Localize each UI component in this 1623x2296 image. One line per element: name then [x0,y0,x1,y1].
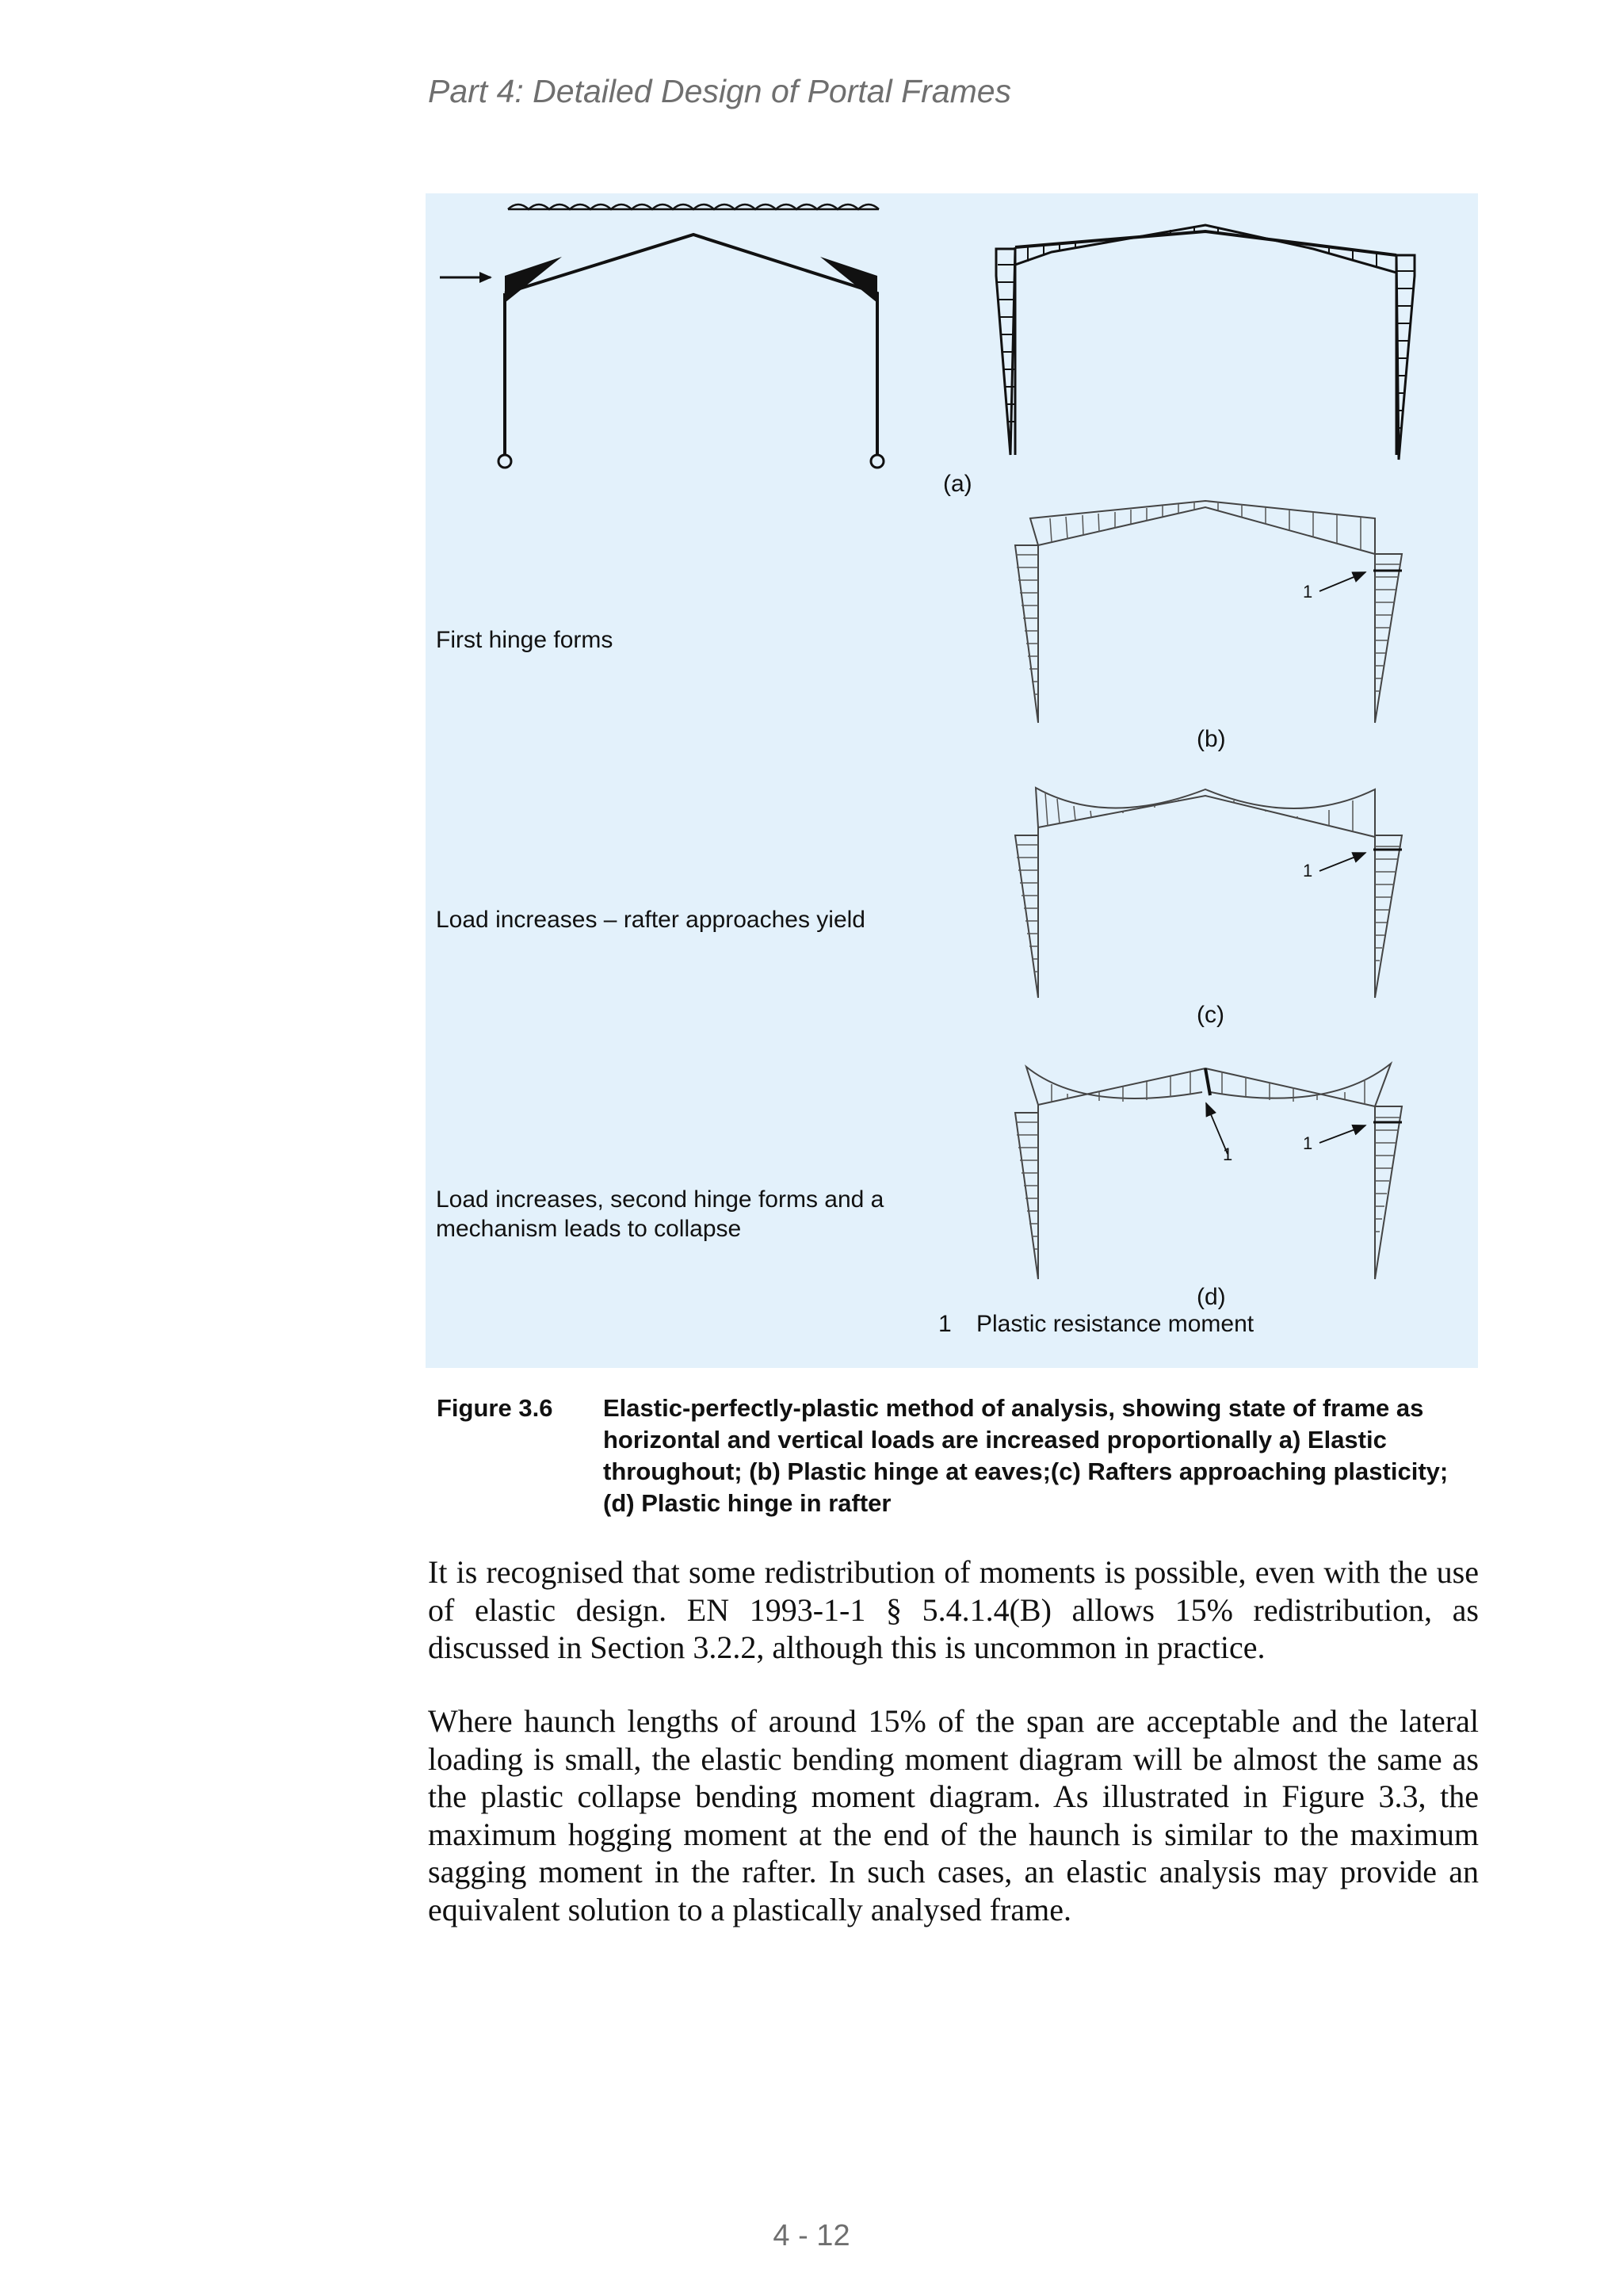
legend-number: 1 [938,1311,952,1337]
horizontal-load-arrow-icon [440,272,492,283]
stage-c-description: Load increases – rafter approaches yield [436,907,865,933]
pin-support-icon [871,455,884,468]
moment-diagram-b [1015,501,1402,723]
body-paragraph: It is recognised that some redistribution of moments is possible, even with the use of elastic design. EN 1993-1-1 § 5.4.1.4(B) allows 15% redistribution, as discussed in Section 3.2.2, although this is uncommon in practice. [428,1554,1479,1665]
caption-number: Figure 3.6 [437,1394,553,1422]
stage-a-label: (a) [943,471,972,497]
moment-diagram-d [1015,1064,1402,1279]
pin-support-icon [498,455,511,468]
caption-text: Elastic-perfectly-plastic method of analysis, showing state of frame as horizontal and vertical loads are increased proportionally a) Elastic throughout; (b) Plastic hinge at eaves;(c) Rafters approaching plasticity; (d) Plastic hinge in rafter [603,1394,1449,1517]
running-header: Part 4: Detailed Design of Portal Frames [428,73,1012,109]
stage-d-label: (d) [1197,1284,1226,1310]
legend-text: Plastic resistance moment [976,1311,1254,1337]
page-number: 4 - 12 [773,2219,850,2252]
stage-b-description: First hinge forms [436,627,613,653]
figure-legend [938,1311,1254,1338]
stage-c-label: (c) [1197,1002,1224,1028]
body-paragraph: Where haunch lengths of around 15% of the span are acceptable and the lateral loading is small, the elastic bending moment diagram will be almost the same as the plastic collapse bending moment diagram. As illustrated in Figure 3.3, the maximum hogging moment at the end of the haunch is similar to the maximum sagging moment in the rafter. In such cases, an elastic analysis may provide an equivalent solution to a plastically analysed frame. [428,1703,1479,1927]
figure-3-6 [426,193,1478,1368]
callout-number: 1 [1303,582,1313,602]
moment-diagram-a [996,225,1415,460]
loaded-frame [440,204,884,468]
callout-number: 1 [1303,861,1313,881]
distributed-load-icon [508,204,879,209]
callout-number: 1 [1303,1133,1313,1153]
stage-d-description: Load increases, second hinge forms and a mechanism leads to collapse [436,1186,884,1242]
stage-b-label: (b) [1197,726,1226,752]
moment-diagram-c [1015,788,1402,998]
callout-number: 1 [1223,1144,1233,1164]
